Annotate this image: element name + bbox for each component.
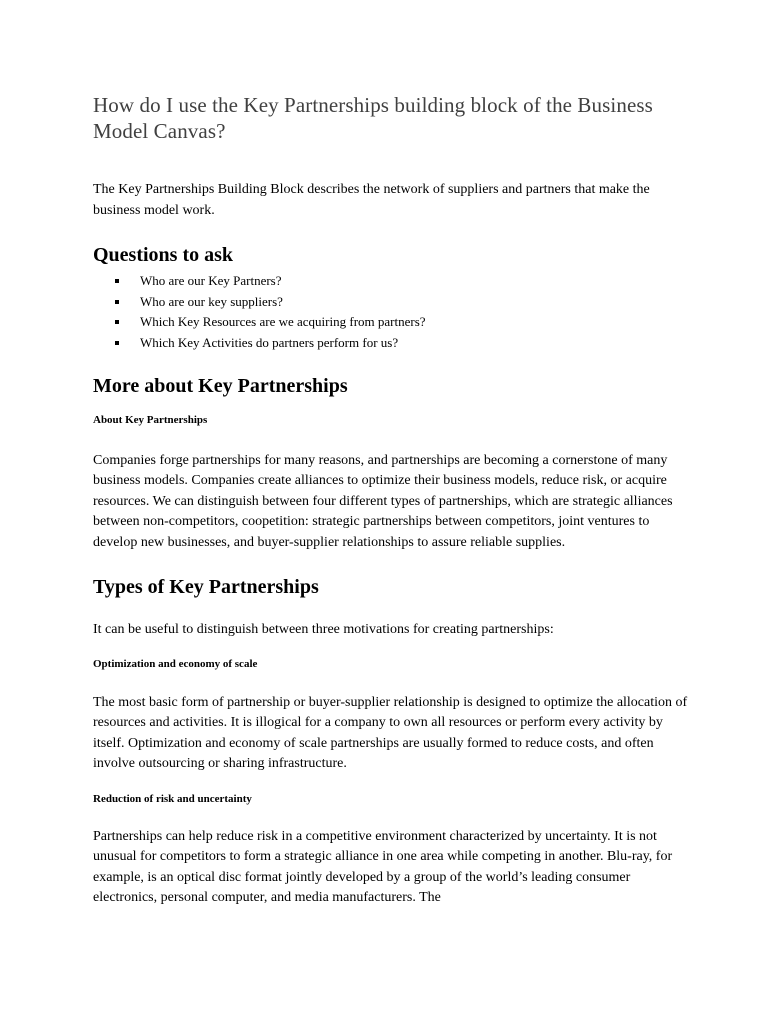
types-lead-paragraph: It can be useful to distinguish between three motivations for creating partnerships: — [93, 622, 554, 638]
list-item-text: Which Key Resources are we acquiring from partners? — [140, 314, 426, 330]
more-heading: More about Key Partnerships — [93, 374, 348, 397]
page-title: How do I use the Key Partnerships building block of the Business Model Canvas? — [93, 93, 653, 143]
questions-heading: Questions to ask — [93, 244, 234, 266]
risk-paragraph: Partnerships can help reduce risk in a competitive environment characterized by uncertainty. It is not unusual for competitors to form a strategic alliance in one area while competing in another. Blu-ray, for example, is an optical disc format jointly developed by a group of the world’s leading consumer electronics, personal computer, and media manufacturers. The — [93, 828, 673, 906]
list-item-text: Who are our key suppliers? — [140, 293, 283, 309]
list-item — [93, 312, 693, 333]
bullet-icon — [115, 341, 119, 345]
list-item-text: Which Key Activities do partners perform for us? — [140, 335, 399, 351]
bullet-icon — [115, 320, 119, 324]
about-paragraph: Companies forge partnerships for many reasons, and partnerships are becoming a cornerstone of many business models. Companies create alliances to optimize their business models, reduce risk, or acquire resources. We can distinguish between four different types of partnerships, which are strategic alliances between non-competitors, coopetition: strategic partnerships between competitors, joint ventures to develop new businesses, and buyer-supplier relationships to assure reliable supplies. — [93, 452, 673, 550]
list-item — [93, 292, 693, 313]
list-item — [93, 333, 693, 354]
intro-paragraph: The Key Partnerships Building Block describes the network of suppliers and partners that make the business model work. — [93, 182, 650, 218]
bullet-icon — [115, 300, 119, 304]
types-heading: Types of Key Partnerships — [93, 576, 319, 599]
optimization-subheading: Optimization and economy of scale — [93, 657, 258, 670]
optimization-paragraph: The most basic form of partnership or buyer-supplier relationship is designed to optimize the allocation of resources and activities. It is illogical for a company to own all resources or perform every activity by itself. Optimization and economy of scale partnerships are usually formed to reduce costs, and often involve outsourcing or sharing infrastructure. — [93, 694, 688, 772]
list-item-text: Who are our Key Partners? — [140, 273, 282, 288]
document-page — [93, 92, 693, 909]
about-subheading: About Key Partnerships — [93, 413, 208, 426]
bullet-icon — [115, 279, 119, 283]
risk-subheading: Reduction of risk and uncertainty — [93, 792, 252, 805]
questions-list — [93, 271, 693, 354]
list-item — [93, 271, 693, 292]
